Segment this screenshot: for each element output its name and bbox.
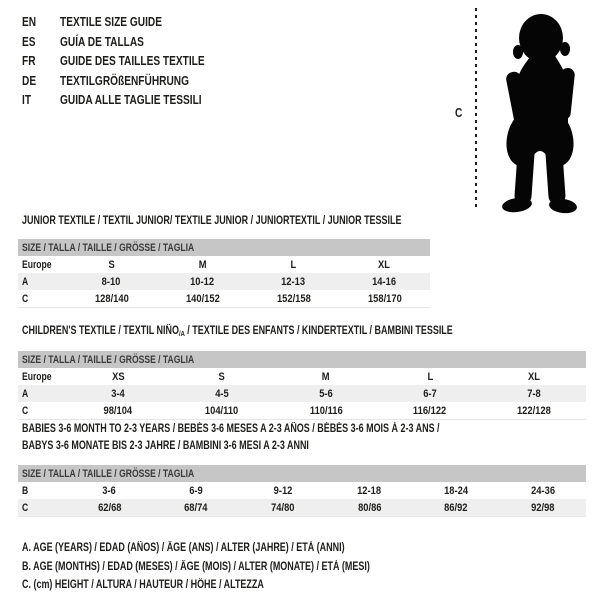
row-label: Europe	[22, 258, 52, 271]
table-cell: 12-18	[357, 484, 382, 497]
table-cell: 3-4	[111, 387, 125, 400]
table-row	[18, 385, 586, 402]
language-row	[22, 32, 245, 52]
language-title: TEXTILGRÖßENFÜHRUNG	[60, 72, 190, 88]
language-row	[22, 71, 245, 91]
row-label: B	[22, 484, 29, 497]
table-cell: 12-13	[281, 275, 306, 288]
note-age-years: A. AGE (YEARS) / EDAD (AÑOS) / ÂGE (ANS) / ALTER (JAHRE) / ETÀ (ANNI)	[22, 542, 345, 555]
section-heading-babies-line2: BABYS 3-6 MONATE BIS 2-3 JAHRE / BAMBINI 3-6 MESI A 2-3 ANNI	[22, 440, 309, 452]
table-row	[18, 256, 430, 273]
language-code: DE	[22, 72, 37, 88]
table-cell: S	[108, 258, 115, 271]
table-cell: 14-16	[372, 275, 397, 288]
language-row	[22, 51, 245, 71]
row-label: C	[22, 501, 29, 514]
table-cell: L	[290, 258, 297, 271]
language-title: TEXTILE SIZE GUIDE	[60, 14, 162, 30]
table-cell: XL	[378, 258, 391, 271]
baby-silhouette-icon	[486, 8, 594, 214]
note-age-months: B. AGE (MONTHS) / EDAD (MESES) / ÂGE (MOIS) / ALTER (MONATE) / ETÀ (MESI)	[22, 560, 370, 573]
table-cell: 62/68	[97, 501, 122, 514]
table-cell: 3-6	[102, 484, 117, 497]
table-cell: 6-9	[189, 484, 203, 497]
table-cell: 92/98	[530, 501, 555, 514]
language-title-list	[22, 12, 245, 110]
table-cell: 74/80	[270, 501, 295, 514]
row-label: C	[22, 404, 29, 417]
table-cell: 98/104	[103, 404, 133, 417]
table-row	[18, 290, 430, 307]
row-label: Europe	[22, 370, 52, 383]
section-heading-babies-line1: BABIES 3-6 MONTH TO 2-3 YEARS / BEBÉS 3-6 MESES A 2-3 AÑOS / BÉBÉS 3-6 MOIS À 2-3 ANS /	[22, 423, 440, 435]
table-cell: 152/158	[276, 292, 311, 305]
table-cell: 158/170	[367, 292, 402, 305]
language-code: EN	[22, 14, 37, 30]
section-heading-junior: JUNIOR TEXTILE / TEXTIL JUNIOR/ TEXTILE JUNIOR / JUNIORTEXTIL / JUNIOR TESSILE	[22, 215, 402, 227]
table-cell: 86/92	[444, 501, 468, 514]
table-cell: XS	[111, 370, 125, 383]
table-band-header	[18, 239, 430, 256]
table-cell: 68/74	[184, 501, 208, 514]
table-row	[18, 273, 430, 290]
language-title: GUÍA DE TALLAS	[60, 33, 144, 49]
band-label: SIZE / TALLA / TAILLE / GRÖSSE / TAGLIA	[22, 467, 195, 480]
table-row	[18, 402, 586, 419]
language-title: GUIDE DES TAILLES TEXTILE	[60, 53, 205, 69]
junior-size-table	[18, 239, 430, 308]
table-cell: 104/110	[205, 404, 239, 417]
table-cell: 4-5	[215, 387, 229, 400]
band-label: SIZE / TALLA / TAILLE / GRÖSSE / TAGLIA	[22, 353, 195, 366]
table-cell: 7-8	[527, 387, 541, 400]
table-cell: XL	[528, 370, 540, 383]
table-cell: M	[322, 370, 330, 383]
babies-size-table	[18, 465, 586, 517]
height-measure-label: C	[455, 105, 463, 120]
table-cell: 9-12	[273, 484, 293, 497]
table-cell: 122/128	[517, 404, 551, 417]
table-cell: L	[427, 370, 433, 383]
table-cell: 6-7	[423, 387, 437, 400]
heading-subscript: /A	[178, 329, 185, 338]
table-band-header	[18, 351, 586, 368]
section-heading-children: CHILDREN'S TEXTILE / TEXTIL NIÑO/A / TEXTILE DES ENFANTS / KINDERTEXTIL / BAMBINI TESSILE	[22, 325, 453, 338]
table-row	[18, 482, 586, 499]
language-row	[22, 12, 245, 32]
legend-notes	[22, 539, 468, 595]
band-label: SIZE / TALLA / TAILLE / GRÖSSE / TAGLIA	[22, 241, 195, 254]
table-cell: 24-36	[530, 484, 555, 497]
children-size-table	[18, 351, 586, 420]
language-code: FR	[22, 53, 36, 69]
height-dashed-line	[475, 8, 477, 211]
table-cell: 18-24	[444, 484, 468, 497]
table-cell: S	[218, 370, 226, 383]
table-cell: M	[198, 258, 207, 271]
table-row	[18, 368, 586, 385]
note-height-cm: C. (cm) HEIGHT / ALTURA / HAUTEUR / HÖHE / ALTEZZA	[22, 579, 264, 592]
table-row	[18, 499, 586, 516]
language-title: GUIDA ALLE TAGLIE TESSILI	[60, 92, 202, 108]
table-cell: 10-12	[190, 275, 215, 288]
row-label: C	[22, 292, 29, 305]
language-code: ES	[22, 33, 36, 49]
table-cell: 116/122	[413, 404, 447, 417]
table-cell: 128/140	[94, 292, 129, 305]
language-row	[22, 90, 245, 110]
table-cell: 5-6	[319, 387, 333, 400]
table-cell: 8-10	[102, 275, 121, 288]
row-label: A	[22, 275, 29, 288]
table-cell: 110/116	[309, 404, 343, 417]
table-cell: 140/152	[185, 292, 220, 305]
table-cell: 80/86	[357, 501, 382, 514]
table-band-header	[18, 465, 586, 482]
language-code: IT	[22, 92, 32, 108]
row-label: A	[22, 387, 29, 400]
